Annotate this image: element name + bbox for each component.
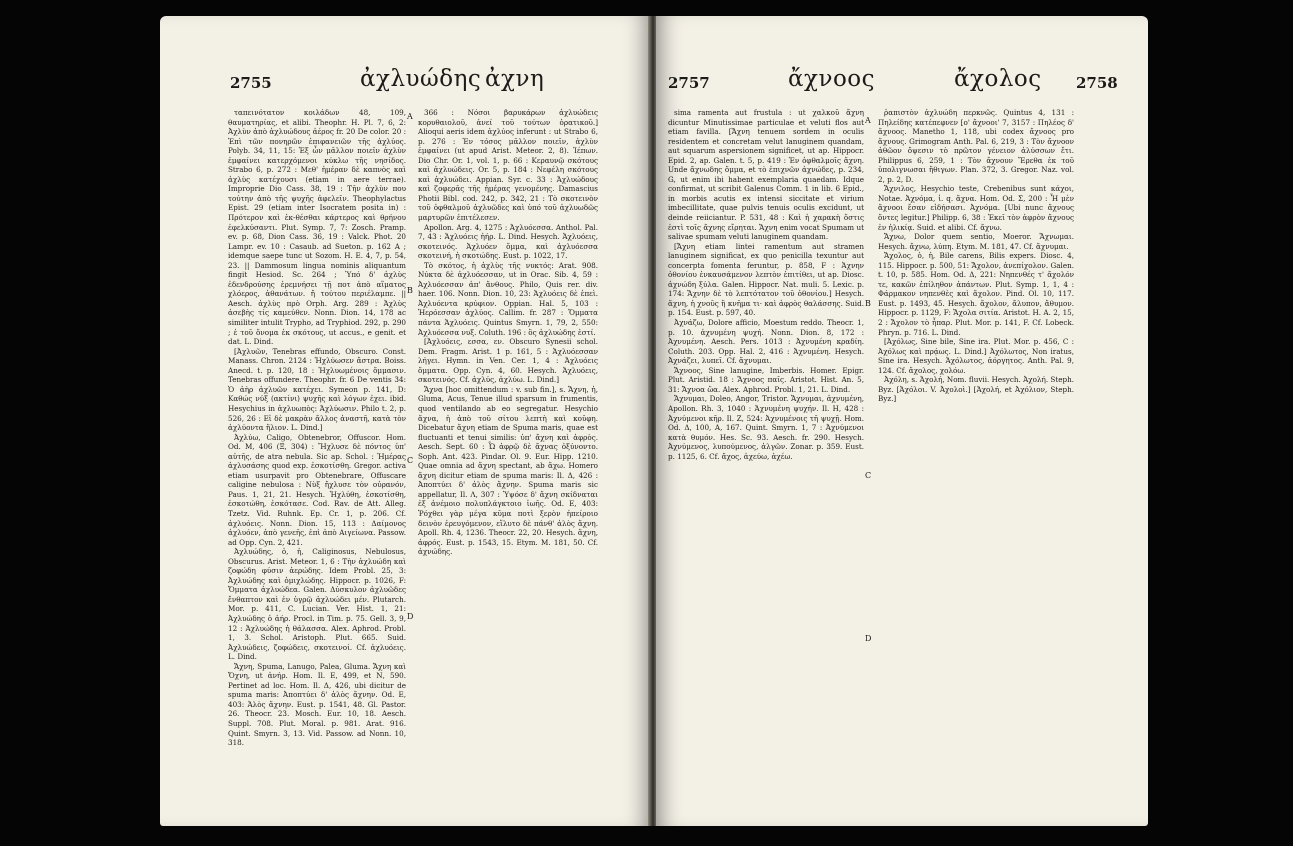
paragraph: Ἄχολος, ὁ, ἡ, Bile carens, Bilis expers. Diosc. 4, 115. Hippocr. p. 500, 51: Ἄχολον, ἀνεπίχολον. Galen. t. 10, p. 585. Hom. Od. Δ, 221: Νηπενθές τ' ἄχολόν τε, κακῶν ἐπίληθον ἁπάντων. Plut. Symp. 1, 1, 4 : Φάρμακον νηπενθὲς καὶ ἄχολον. Pind. Ol. 10, 117. Eust. p. 1493, 45. Hesych. ἄχολον, ἄλυπον, ἄθυμον. Hippocr. p. 1129, F: Ἄχολα σιτία. Aristot. H. A. 2, 15, 2 : Ἄχολον τὸ ἧπαρ. Plut. Mor. p. 141, F. Cf. Lobeck. Phryn. p. 716. L. Dind.	[878, 251, 1074, 337]
page-number: 2758	[1076, 74, 1118, 92]
left-page-header	[160, 66, 650, 100]
paragraph: Ἄχνιλος, Hesychio teste, Crebenibus sunt κάχοι, Notae. Ἀχνόμα, ἰ. q. ἄχνα. Hom. Od. Σ, 200 : Ἦ μὲν ἄχνοοι ἔσαν εἰδήσασι. Ἀχνόμα. [Ubi nunc ἄχνους ὄντες legitur.] Philipp. 6, 38 : Ἐκεῖ τὸν ἀφρὸν ἄχνους ἐν ἡλικίᾳ. Suid. et alibi. Cf. ἄχνω.	[878, 184, 1074, 232]
section-marker: D	[407, 612, 414, 621]
paragraph: Ἄχνυμαι, Doleo, Angor, Tristor. Ἄχνυμαι, ἀχνυμένη, Apollon. Rh. 3, 1040 : Ἀχνυμένη ψυχήν. Il. Η, 428 : Ἀχνύμενοι κῆρ. Il. Ζ, 524: Ἀχνυμένοις τῆ ψυχῇ. Hom. Od. Δ, 100, Α, 167. Quint. Smyrn. 1, 7 : Ἀχνύμενοι κατὰ θυμόν. Hes. Sc. 93. Aesch. fr. 290. Hesych. Ἀχνύμενος, λυπούμενος, ἀλγῶν. Zonar. p. 359. Eust. p. 1125, 6. Cf. ἄχος, ἀχεύω, ἀχέω.	[668, 394, 864, 461]
section-marker: B	[407, 286, 413, 295]
paragraph: [Ἀχλυῶν, Tenebras effundo, Obscuro. Const. Manass. Chron. 2124 : Ἠχλύωσεν ἄστρα. Boiss. Anecd. t. p. 120, 18 : Ἠχλυωμένοις ὄμμασιν. Tenebras offundere. Theophr. fr. 6 De ventis 34: Ὁ ἀὴρ ἀχλυῶν κατέχει. Symeon p. 141, D: Καθώς νύξ (ακτίνι) ψυχῆς καὶ λόγων ἐχει. ibid. Hesychius in ἀχλυωπὸς: Ἀχλύωσιν. Philo t. 2, p. 526, 26 : Εἰ δὲ μακρὰν ἄλλος ἀναστῆ, κατὰ τὸν ἀχλύοντα ἥλιον. L. Dind.]	[228, 346, 406, 433]
paragraph: ταπεινότατον κοιλάδων 48, 109, θαυματηρίας, et alibi. Theophr. H. Pl. 7, 6, 2: Ἀχλὺν ἀπὸ ἀχλυώδους ἀέρος fr. 20 De color. 20 : Ἐπὶ τῶν πονηρῶν ἐπιφανειῶν τῆς ἀχλύος. Polyb. 34, 11, 15: Ἐξ ὧν μᾶλλον ποιεῖν ἀχλὺν ἐμφαίνει κατερχόμενοι κύκλω τῆς νησίδος. Strabo 6, p. 272 : Μεθ' ἡμέραν δὲ καπνὸς καὶ ἀχλὺς κατέχουσι (etiam in aere terrae). Improprie Dio Cass. 38, 19 : Τῆν ἀχλὺν που τούτην ἀπὸ τῆς ψυχῆς ἀφελεῖν. Theophylactus Epist. 29 (etiam inter Isocratem posita in) : Πρότερον καὶ ἐκ-θέσθαι κάρτερος καὶ θρήνου ἐφελκύσαντι. Plut. Symp. 7, 7: Zosch. Pramp. ev. p. 68, Dion Cass. 36, 19 : Valck. Phot. 20 Lampr. ev. 10 : Casaub. ad Sueton. p. 162 A ; idemque saepe tunc ut Sozom. H. E. 4, 7, p. 54, 23. || Dammosum lingua nominis aliquantum fingit Hesiod. Sc. 264 ; Ὑπό δ' ἀχλὺς ἐδενδρούσης ἐρεμνήσει τῇ ποτ ἀπὸ αἵματος χλόερος, ἀθανάτων. ἤ τούτου περιέλαμπε. || Aesch. ἀχλὺς πρὸ Orph. Arg. 289 : Ἀχλὺς ἀσεβὴς τίς καμεύθεν. Nonn. Dion. 14, 178 ac similiter intulit Trypho, ad Tryphiod. 292, p. 290 ; ἑ τοῦ ὄνομα ἐκ σκότους, ut accus., e genit. et dat. L. Dind.	[228, 108, 406, 347]
running-head-first: ἄχνοος	[788, 66, 876, 92]
left-column-b	[418, 108, 598, 808]
paragraph: Τὸ σκότος, ἡ ἀχλὺς τῆς νυκτός: Arat. 908. Νύκτα δὲ ἀχλυόεσσαν, ut in Orac. Sib. 4, 59 : Ἀχλυόεσσαν ἀπ' ἄνθους. Philo, Quis rer. div. haer. 106. Nonn. Dion. 10, 23: Ἀχλυόεις δὲ ἐπεὶ. Ἀχλυόεντα κρύφιον. Oppian. Hal. 5, 103 : Ἠερόεσσαν ἀχλύος. Callim. fr. 287 : Ὄμματα πάντα Ἀχλυόεις. Quintus Smyrn. 1, 79, 2, 550: Ἀχλυόεσσα νυξ. Coluth. 196 : ὃς ἀχλυώδης ἐστί.	[418, 260, 598, 337]
page-number: 2755	[230, 74, 272, 92]
section-marker: C	[865, 471, 872, 480]
paragraph: Ἀχλυώδης, ὁ, ἡ, Caliginosus, Nebulosus, Obscurus. Arist. Meteor. 1, 6 : Τὴν ἀχλυώδη καὶ ζοφώδη φύσιν ἀερώδης. Idem Probl. 25, 3: Ἀχλυώδης καὶ ὁμιχλώδης. Hippocr. p. 1026, F: Ὄμματα ἀχλυώδεα. Galen. Δύσκυλον ἀχλυῶδες ἔνθαπτον καὶ ἐν ὑγρῷ ἀχλυώδει μέν. Plutarch. Mor. p. 411, C. Lucian. Ver. Hist. 1, 21: Ἀχλυώδης ὁ ἀήρ. Procl. in Tim. p. 75. Gell. 3, 9, 12 : Ἀχλυώδης ἡ θάλασσα. Alex. Aphrod. Probl. 1, 3. Schol. Aristoph. Plut. 665. Suid. Ἀχλυώδεις, ζοφώδεις, σκοτεινοί. Cf. ἀχλυόεις. L. Dind.	[228, 547, 406, 662]
paragraph: ῥαπιστὸν ἀχλυώδη περκνῶς. Quintus 4, 131 : Πηλείδης κατέπεφνεν [ο' ἄχνοοι' 7, 3157 : Πηλέος δ' ἄχνοος. Manetho 1, 118, ubi codex ἄχνοος pro ἄχνους. Grimogram Anth. Pal. 6, 219, 3 : Τὸν ἄχνοον ἀθῶον ὄψεσιν τὸ πρῶτον γένειον ἀλύσσων ἔτι. Philippus 6, 259, 1 : Τὸν ἄχνουν Ἔρεθα ἐκ τοῦ ὑπολιγνωσαι ἤθιγων. Plan. 372, 3. Gregor. Naz. vol. 2, p. 2, D.	[878, 108, 1074, 184]
paragraph: Apollon. Arg. 4, 1275 : Ἀχλυόεσσα. Anthol. Pal. 7, 43 : Ἀχλυόεις ἠήρ. L. Dind. Hesych. Ἀχλυόεις, σκοτεινός. Ἀχλυόεν ὄμμα, καὶ ἀχλυόεσσα σκοτεινή, ἡ σκοτώδης. Eust. p. 1022, 17.	[418, 222, 598, 261]
running-head-first: ἀχλυώδης	[360, 66, 482, 92]
paragraph: Ἄχνω, Dolor quem sentio, Moeror. Ἄχνωμαι. Hesych. ἄχνω, λύπη. Etym. M. 181, 47. Cf. ἄχνυμαι.	[878, 232, 1074, 251]
right-page	[656, 16, 1148, 826]
paragraph: Ἄχνη, Spuma, Lanugo, Palea, Gluma. Ἄχνη καὶ Ὄχνη, ut ἀνήρ. Hom. Il. Ε, 499, et Ν, 590. Pertinet ad loc. Hom. Il. Δ, 426, ubi dicitur de spuma maris: Ἀποπτύει δ' ἁλὸς ἄχνην. Od. Ε, 403: Ἀλὸς ἄχνην. Eust. p. 1541, 48. Gl. Pastor. 26. Theocr. 23. Mosch. Eur. 10, 18. Aesch. Suppl. 708. Plut. Moral. p. 981. Arat. 916. Quint. Smyrn. 3, 13. Vid. Passow. ad Nonn. 10, 318.	[228, 661, 406, 748]
paragraph: Ἄχνοος, Sine lanugine, Imberbis. Homer. Epigr. Plut. Aristid. 18 : Ἄχνοος παῖς. Aristot. Hist. An. 5, 31: Ἄχνοα ὤα. Alex. Aphrod. Probl. 1, 21. L. Dind.	[668, 365, 864, 394]
paragraph: Ἀχλύω, Caligo, Obtenebror, Offuscor. Hom. Od. M, 406 (Ξ, 304) : Ἤχλυσε δὲ πόντος ὑπ' αὐτῆς, de atra nebula. Sic ap. Schol. : Ἡμέρας ἀχλυσάσης quod exp. ἐσκοτίσθη. Gregor. activa etiam usurpavit pro Obtenebrare, Offuscare caligine nebulosa : Νὺξ ἤχλυσε τὸν οὐρανόν, Paus. 1, 21, 21. Hesych. Ἠχλύθη, ἐσκοτίσθη, ἐσκοτώθη, ἐσκότασε. Cod. Rav. de Att. Alleg. Tzetz. Vid. Ruhnk. Ep. Cr. 1, p. 206. Cf. ἀχλυόεις. Nonn. Dion. 15, 113 : Δαίμονος ἀχλυόεν, ἀπὸ γενεῆς, ἐπὶ ἀπὸ Αιγείωνα. Passow. ad Opp. Cyn. 2, 421.	[228, 432, 406, 547]
right-column-a	[668, 108, 864, 808]
paragraph: 366 : Νόσοι βαρυκάρων ἀχλυώδεις κορυθαιολοῦ, ἀνεί τοῦ τούτων ὁρατικοῦ.] Alioqui aeris idem ἀχλύος inferunt : ut Strabo 6, p. 276 : Ἐν τόσος μᾶλλον ποιεῖν, ἀχλὺν ἐμφαίνει (ut apud Arist. Meteor. 2, 8). Ἰέπων. Dio Chr. Or. 1, vol. 1, p. 66 : Κεραυνῷ σκότους καὶ ἀχλυώδεις. Or. 5, p. 184 : Νεφέλη σκότους καὶ ἀχλυώδει. Appian. Syr. c. 33 : Ἀχλυώδους καὶ ζοφερᾶς τῆς ἡμέρας γενομένης. Damascius Photii Bibl. cod. 242, p. 342, 21 : Τὸ σκοτεινὸν τοῦ ὁφθαλμοῦ ἀχλυῶδες καὶ ὑπό τοῦ ἀχλυωδῶς μαρτυρῶν ἐπιτέλεσεν.	[418, 108, 598, 223]
section-marker: D	[865, 634, 872, 643]
left-column-a	[228, 108, 406, 808]
left-page	[160, 16, 650, 826]
paragraph: sima ramenta aut frustula : ut χαλκοῦ ἄχνη dicuntur Minutissimae particulae et veluti flos aut etiam favilla. [Ἄχνη tenuem sordem in oculis residentem et concretam velut lanuginem quandam, aut squarum aspersionem significet, ut ap. Hippocr. Epid. 2, ap. Galen. t. 5, p. 419 : Ἐν ὀφθαλμοῖς ἄχνη. Unde ἄχνωδης ὄμμα, et τὸ ἐπιχνῶν ἀχνώδες, p. 234, G, ut enim ibi habent exemplaria quaedam. Idque confirmat, ut scribit Galenus Comm. 1 in lib. 6 Epid., in morbis acutis ex intensi siccitate et virium imbecillitate, quae pulvis tenuis oculis excidunt, ut deinde reiiciantur. P. 531, 48 : Καὶ ἡ χαρακὴ ὅστις ἐστὶ τοῖς ἄχνης εἴρηται. Ἄχνη enim vocat Spumam ut salivae spumam veluti lanuginem quandam.	[668, 108, 864, 242]
section-marker: C	[407, 456, 414, 465]
right-column-b	[878, 108, 1074, 808]
paragraph: [Ἄχνη etiam lintei ramentum aut stramen lanuginem significat, ex quo penicilla texuntur aut concerpta fomenta feruntur, p. 858, F : Ἀχνην ὀθονίου ἐνκαυσάμενον λεπτὸν ἐπιτίθει, ut ap. Diosc. ἀχνώδη ξύλα. Galen. Hippocr. Nat. muli. 5. Lexic. p. 174: Ἄχνην δὲ τὸ λεπτότατον τοῦ ὀθονίου.] Hesych. ἄχνη, ἡ χνοῦς ἢ κνῆμα τι· καὶ ἀφρὸς θαλάσσης. Suid. p. 154. Eust. p. 597, 40.	[668, 241, 864, 318]
book-spread	[160, 16, 1148, 826]
section-marker: A	[407, 112, 413, 121]
running-head-last: ἄχολος	[954, 66, 1042, 92]
paragraph: Ἀχόλη, s. Ἀχολή, Nom. fluvii. Hesych. Ἀχολή. Steph. Byz. [Ἀχόλοι. V. Ἀχολοὶ.] [Ἀχολή, et Ἀχόλιον, Steph. Byz.]	[878, 375, 1074, 404]
paragraph: Ἄχνα [hoc omittendum : v. sub fin.], s. Ἄχνη, ἡ, Gluma, Acus, Tenue illud sparsum in frumentis, quod ventilando ab eo segregatur. Hesychio ἄχνα, ἡ ἀπὸ τοῦ σίτου λεπτὴ καὶ κοῦφη. Dicebatur ἄχνη etiam de Spuma maris, quae est fluctuanti et tenui similis: ὑπ' ἄχνη καὶ ἀφρὸς. Aesch. Sept. 60 : Ὦ ἀφρῷ δὲ ἄχνας ὀξύνοντο. Soph. Ant. 423. Pindar. Ol. 9. Eur. Hipp. 1210. Quae omnia ad ἄχνη spectant, ab ἄχω. Homero ἄχνη dicitur etiam de spuma maris: Il. Δ, 426 : Ἀποπτύει δ' ἁλὸς ἄχνην. Spuma maris sic appellatur, Il. Λ, 307 : Ὑψόσε δ' ἄχνη σκίδναται ἐξ ἀνέμοιο πολυπλάγκτοιο ἰωῆς. Od. Ε, 403: Ῥόχθει γὰρ μέγα κῦμα ποτὶ ξερὸν ἠπείροιο δεινὸν ἐρευγόμενον, εἴλυτο δὲ πάνθ' ἁλὸς ἄχνη. Apoll. Rh. 4, 1236. Theocr. 22, 20. Hesych. ἄχνη, ἀφρός. Eust. p. 1543, 15. Etym. M. 181, 50. Cf. ἀχνώδης.	[418, 384, 598, 557]
right-page-header	[656, 66, 1148, 100]
paragraph: Ἀχνάζω, Dolore afficio, Moestum reddo. Theocr. 1, p. 10. ἀχνυμένη ψυχή. Nonn. Dion. 8, 172 : Ἀχνυμένη. Aesch. Pers. 1013 : Ἀχνυμένη κραδίη. Coluth. 203. Opp. Hal. 2, 416 : Ἀχνυμένη. Hesych. Ἀχνάζει, λυπεῖ. Cf. ἄχνυμαι.	[668, 318, 864, 366]
paragraph: [Ἀχλυόεις, εσσα, εν. Obscuro Synesii schol. Dem. Fragm. Arist. 1 p. 161, 5 : Ἀχλυόεσσαν λήγει. Hymn. in Ven. Cer. 1, 4 : Ἀχλυόεις ὄμματα. Opp. Cyn. 4, 60. Hesych. Ἀχλυόεις, σκοτεινός. Cf. ἀχλύς, ἀχλύω. L. Dind.]	[418, 337, 598, 385]
section-marker: B	[865, 299, 871, 308]
paragraph: [Ἀχόλως, Sine bile, Sine ira. Plut. Mor. p. 456, C : Ἀχόλως καὶ πρᾴως. L. Dind.] Ἀχόλωτος, Non iratus, Sine ira. Hesych. Ἀχόλωτος, ἀόργητος. Anth. Pal. 9, 124. Cf. ἄχολος, χολόω.	[878, 337, 1074, 375]
section-marker: A	[865, 116, 871, 125]
running-head-last: ἀχνη	[485, 66, 545, 92]
page-number: 2757	[668, 74, 710, 92]
